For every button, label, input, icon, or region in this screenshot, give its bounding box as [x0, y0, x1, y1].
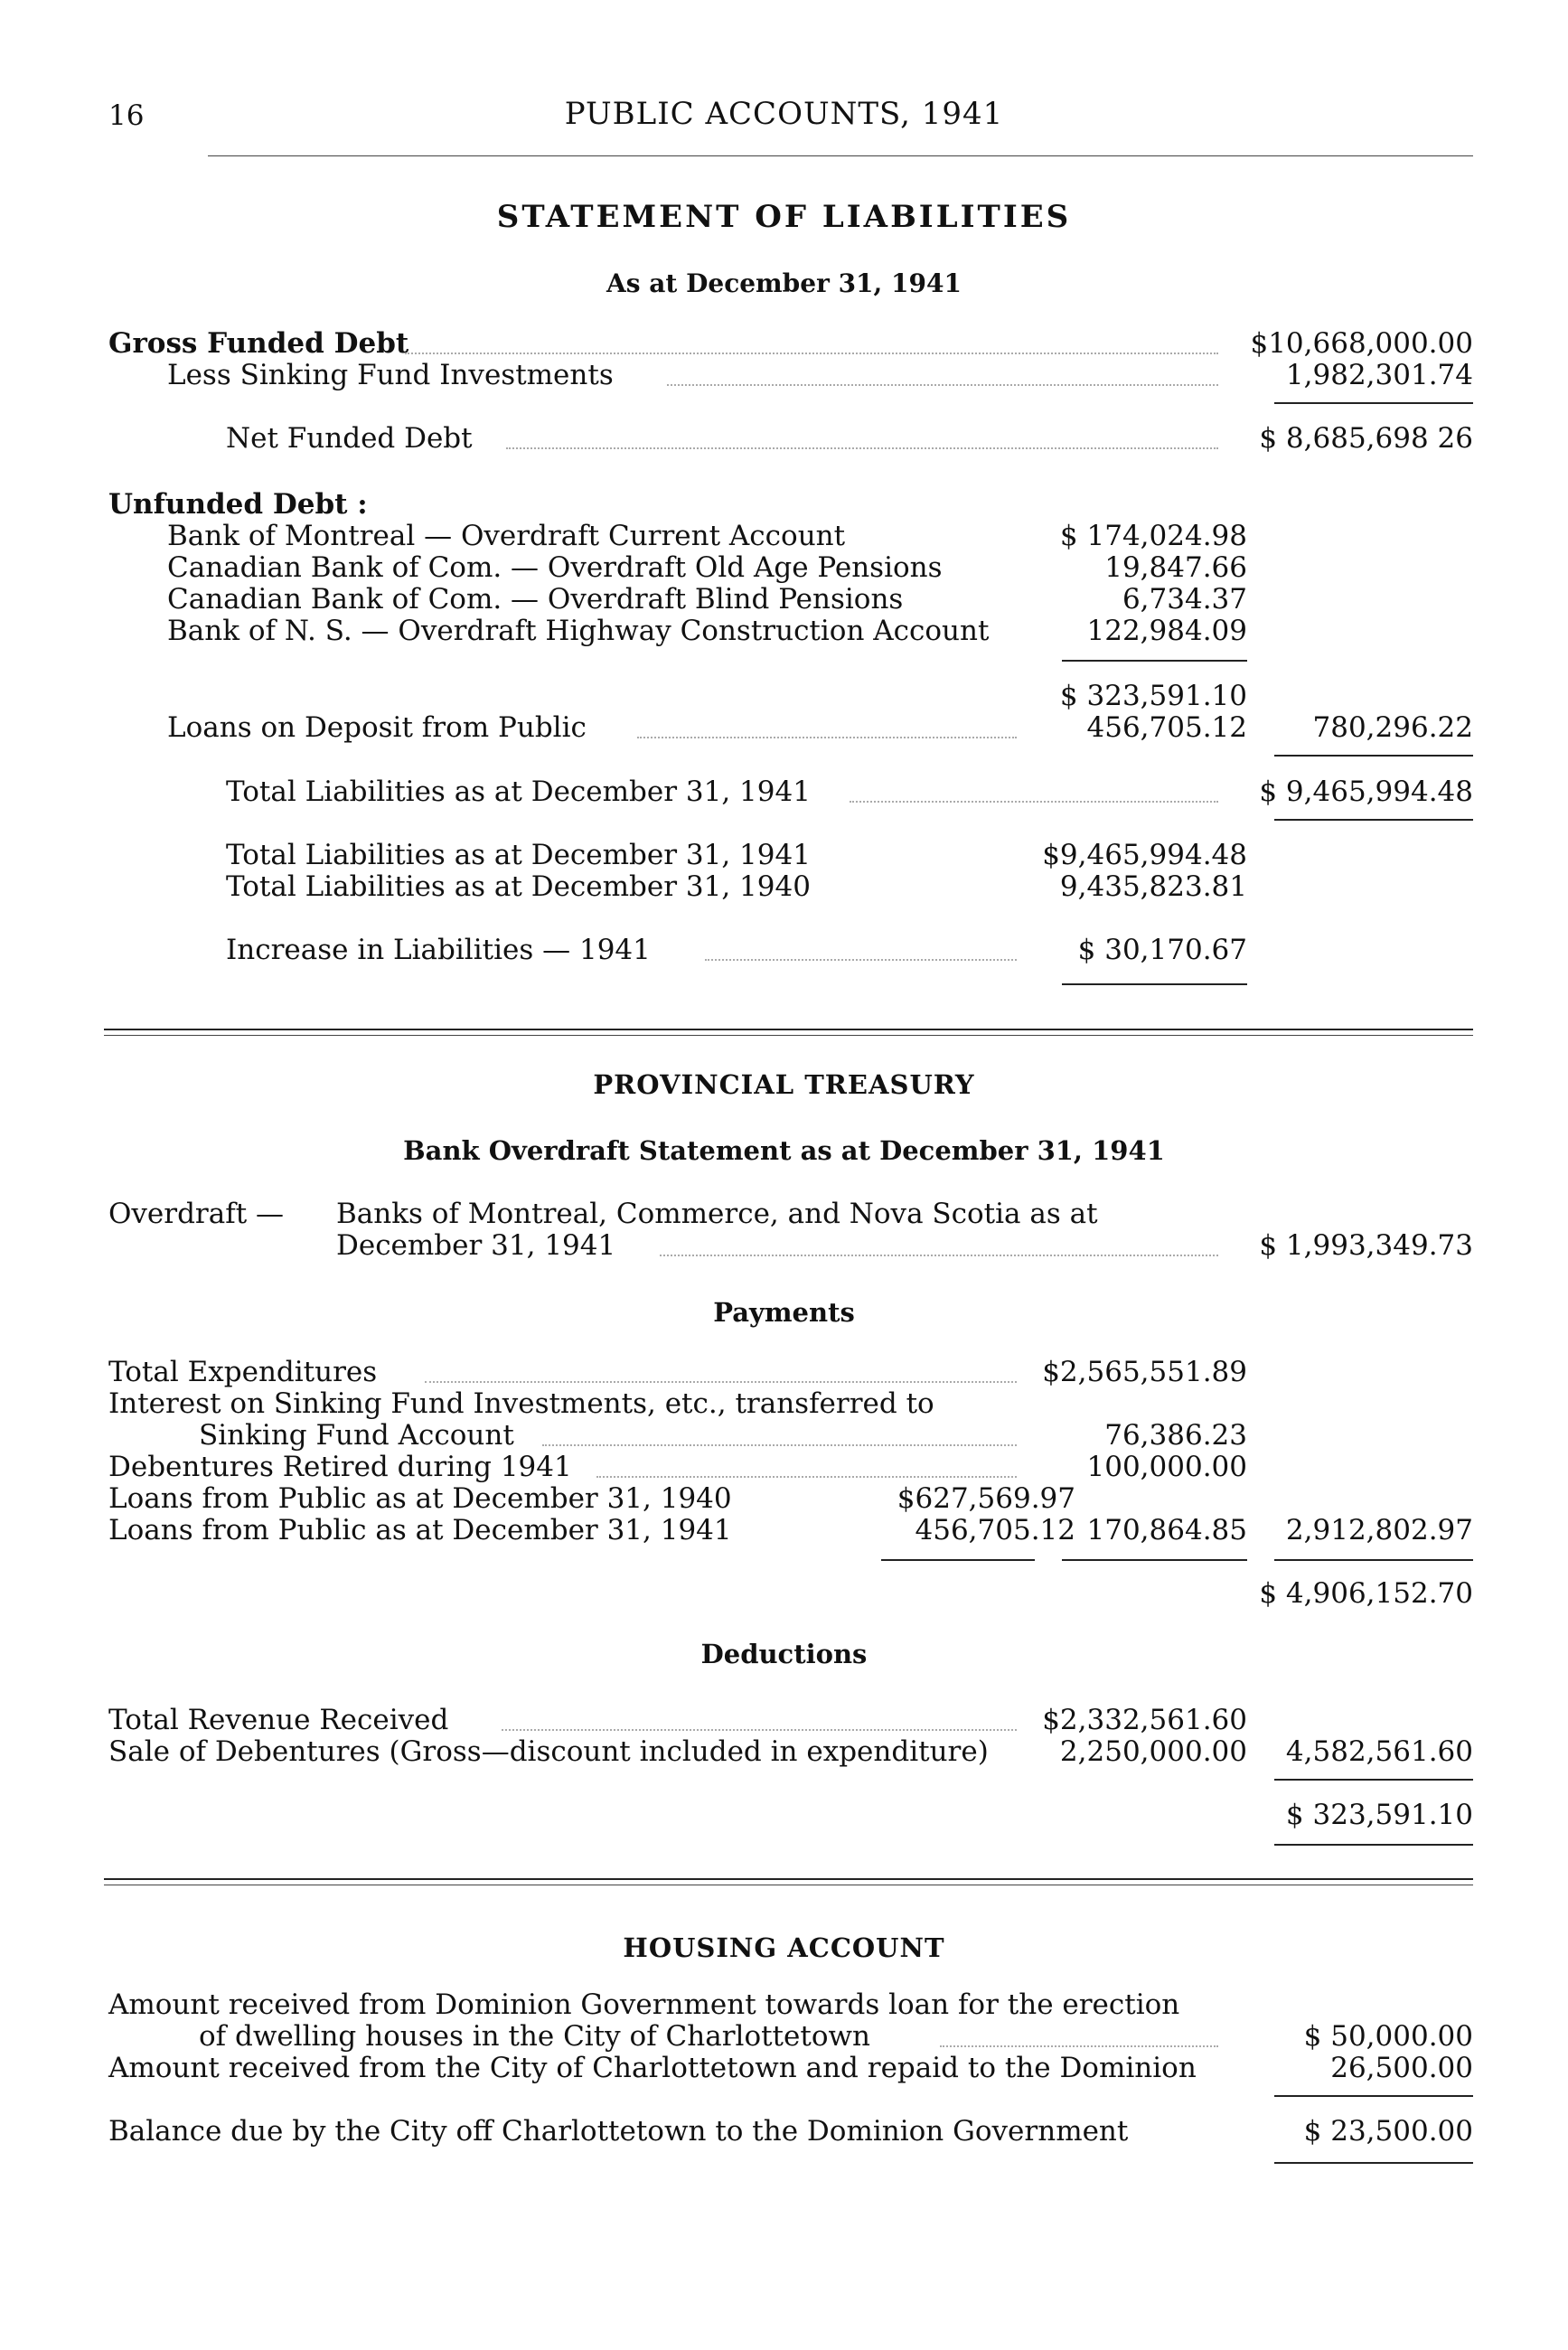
total-liabilities-label: Total Liabilities as at December 31, 1941: [226, 776, 811, 808]
unfunded-item-amount: 6,734.37: [1122, 583, 1247, 616]
treasury-subtitle: Bank Overdraft Statement as at December 31, 1941: [403, 1135, 1165, 1166]
liabilities-subtitle: As at December 31, 1941: [606, 268, 962, 298]
gross-funded-debt-amount: $10,668,000.00: [1250, 327, 1473, 360]
page-number: 16: [108, 99, 145, 132]
overdraft-description: Banks of Montreal, Commerce, and Nova Scotia as at: [336, 1198, 1098, 1230]
leader-dots: [425, 1381, 1017, 1383]
payments-total: 2,912,802.97: [1285, 1514, 1473, 1546]
overdraft-amount: $ 1,993,349.73: [1259, 1229, 1473, 1262]
loans-1941-label: Loans from Public as at December 31, 1941: [108, 1514, 732, 1546]
leader-dots: [660, 1255, 1218, 1256]
debentures-retired-amount: 100,000.00: [1086, 1451, 1247, 1483]
section-divider: [104, 1878, 1473, 1880]
rule: [1274, 755, 1473, 757]
unfunded-heading: Unfunded Debt :: [108, 488, 368, 521]
housing-repaid-label: Amount received from the City of Charlottetown and repaid to the Dominion: [108, 2052, 1197, 2084]
loans-on-deposit-label: Loans on Deposit from Public: [167, 711, 587, 744]
total-expenditures-amount: $2,565,551.89: [1042, 1356, 1247, 1388]
unfunded-item-label: Canadian Bank of Com. — Overdraft Old Age Pensions: [167, 551, 943, 584]
running-title: PUBLIC ACCOUNTS, 1941: [564, 96, 1004, 132]
increase-amount: $ 30,170.67: [1077, 934, 1247, 966]
unfunded-item-amount: $ 174,024.98: [1059, 520, 1247, 552]
section-divider: [104, 1029, 1473, 1030]
housing-repaid-amount: 26,500.00: [1330, 2052, 1473, 2084]
section-divider: [104, 1035, 1473, 1036]
total-liabilities-amount: $ 9,465,994.48: [1259, 776, 1473, 808]
leader-dots: [667, 384, 1218, 386]
total-revenue-label: Total Revenue Received: [108, 1704, 449, 1736]
comparison-amount: 9,435,823.81: [1059, 870, 1247, 903]
deductions-total: 4,582,561.60: [1285, 1735, 1473, 1768]
unfunded-item-label: Bank of N. S. — Overdraft Highway Construction Account: [167, 615, 990, 647]
liabilities-title: STATEMENT OF LIABILITIES: [496, 199, 1072, 235]
increase-label: Increase in Liabilities — 1941: [226, 934, 651, 966]
header-rule: [208, 155, 1473, 156]
deductions-heading: Deductions: [700, 1639, 868, 1669]
leader-dots: [637, 737, 1017, 738]
total-expenditures-label: Total Expenditures: [108, 1356, 378, 1388]
comparison-label: Total Liabilities as at December 31, 1941: [226, 839, 811, 871]
net-funded-debt-amount: $ 8,685,698 26: [1259, 422, 1473, 455]
loans-difference: 170,864.85: [1086, 1514, 1247, 1546]
leader-dots: [502, 1729, 1017, 1731]
leader-dots: [506, 447, 1218, 449]
unfunded-item-amount: 122,984.09: [1086, 615, 1247, 647]
sale-debentures-label: Sale of Debentures (Gross—discount included in expenditure): [108, 1735, 989, 1768]
loans-on-deposit-amount: 456,705.12: [1086, 711, 1247, 744]
comparison-amount: $9,465,994.48: [1042, 839, 1247, 871]
interest-label: Sinking Fund Account: [199, 1419, 514, 1452]
housing-received-amount: $ 50,000.00: [1303, 2020, 1473, 2053]
rule: [1274, 1559, 1473, 1561]
gross-funded-debt-label: Gross Funded Debt: [108, 327, 409, 360]
net-funded-debt-label: Net Funded Debt: [226, 422, 473, 455]
leader-dots: [850, 801, 1218, 803]
loans-1940-amount: $627,569.97: [897, 1482, 1075, 1515]
leader-dots: [405, 352, 1218, 354]
loans-1940-label: Loans from Public as at December 31, 1940: [108, 1482, 732, 1515]
unfunded-item-amount: 19,847.66: [1104, 551, 1247, 584]
interest-amount: 76,386.23: [1104, 1419, 1247, 1452]
housing-received-label: of dwelling houses in the City of Charlottetown: [199, 2020, 870, 2053]
loans-on-deposit-total: 780,296.22: [1312, 711, 1473, 744]
rule: [1274, 1844, 1473, 1846]
total-revenue-amount: $2,332,561.60: [1042, 1704, 1247, 1736]
interest-label: Interest on Sinking Fund Investments, etc., transferred to: [108, 1387, 934, 1420]
payments-heading: Payments: [713, 1297, 855, 1328]
rule: [1274, 2162, 1473, 2164]
payments-sum: $ 4,906,152.70: [1259, 1577, 1473, 1610]
treasury-title: PROVINCIAL TREASURY: [593, 1069, 975, 1100]
less-sinking-fund-label: Less Sinking Fund Investments: [167, 359, 614, 391]
leader-dots: [596, 1476, 1017, 1478]
leader-dots: [940, 2045, 1218, 2047]
rule: [1274, 2095, 1473, 2097]
housing-balance-label: Balance due by the City off Charlottetown to the Dominion Government: [108, 2115, 1129, 2148]
unfunded-item-label: Bank of Montreal — Overdraft Current Account: [167, 520, 846, 552]
housing-title: HOUSING ACCOUNT: [623, 1932, 945, 1963]
leader-dots: [542, 1444, 1017, 1446]
debentures-retired-label: Debentures Retired during 1941: [108, 1451, 572, 1483]
loans-1941-amount: 456,705.12: [915, 1514, 1075, 1546]
rule: [1274, 1779, 1473, 1781]
rule: [1062, 983, 1247, 985]
housing-balance-amount: $ 23,500.00: [1303, 2115, 1473, 2148]
unfunded-item-label: Canadian Bank of Com. — Overdraft Blind Pensions: [167, 583, 904, 616]
rule: [1274, 819, 1473, 821]
housing-received-label: Amount received from Dominion Government towards loan for the erection: [108, 1988, 1180, 2021]
overdraft-label: Overdraft —: [108, 1198, 285, 1230]
leader-dots: [705, 959, 1017, 961]
rule: [1062, 660, 1247, 662]
rule: [1062, 1559, 1247, 1561]
less-sinking-fund-amount: 1,982,301.74: [1285, 359, 1473, 391]
sale-debentures-amount: 2,250,000.00: [1059, 1735, 1247, 1768]
rule: [1274, 402, 1473, 404]
unfunded-subtotal: $ 323,591.10: [1059, 680, 1247, 712]
overdraft-description: December 31, 1941: [336, 1229, 616, 1262]
treasury-balance: $ 323,591.10: [1285, 1799, 1473, 1831]
rule: [881, 1559, 1035, 1561]
comparison-label: Total Liabilities as at December 31, 1940: [226, 870, 811, 903]
